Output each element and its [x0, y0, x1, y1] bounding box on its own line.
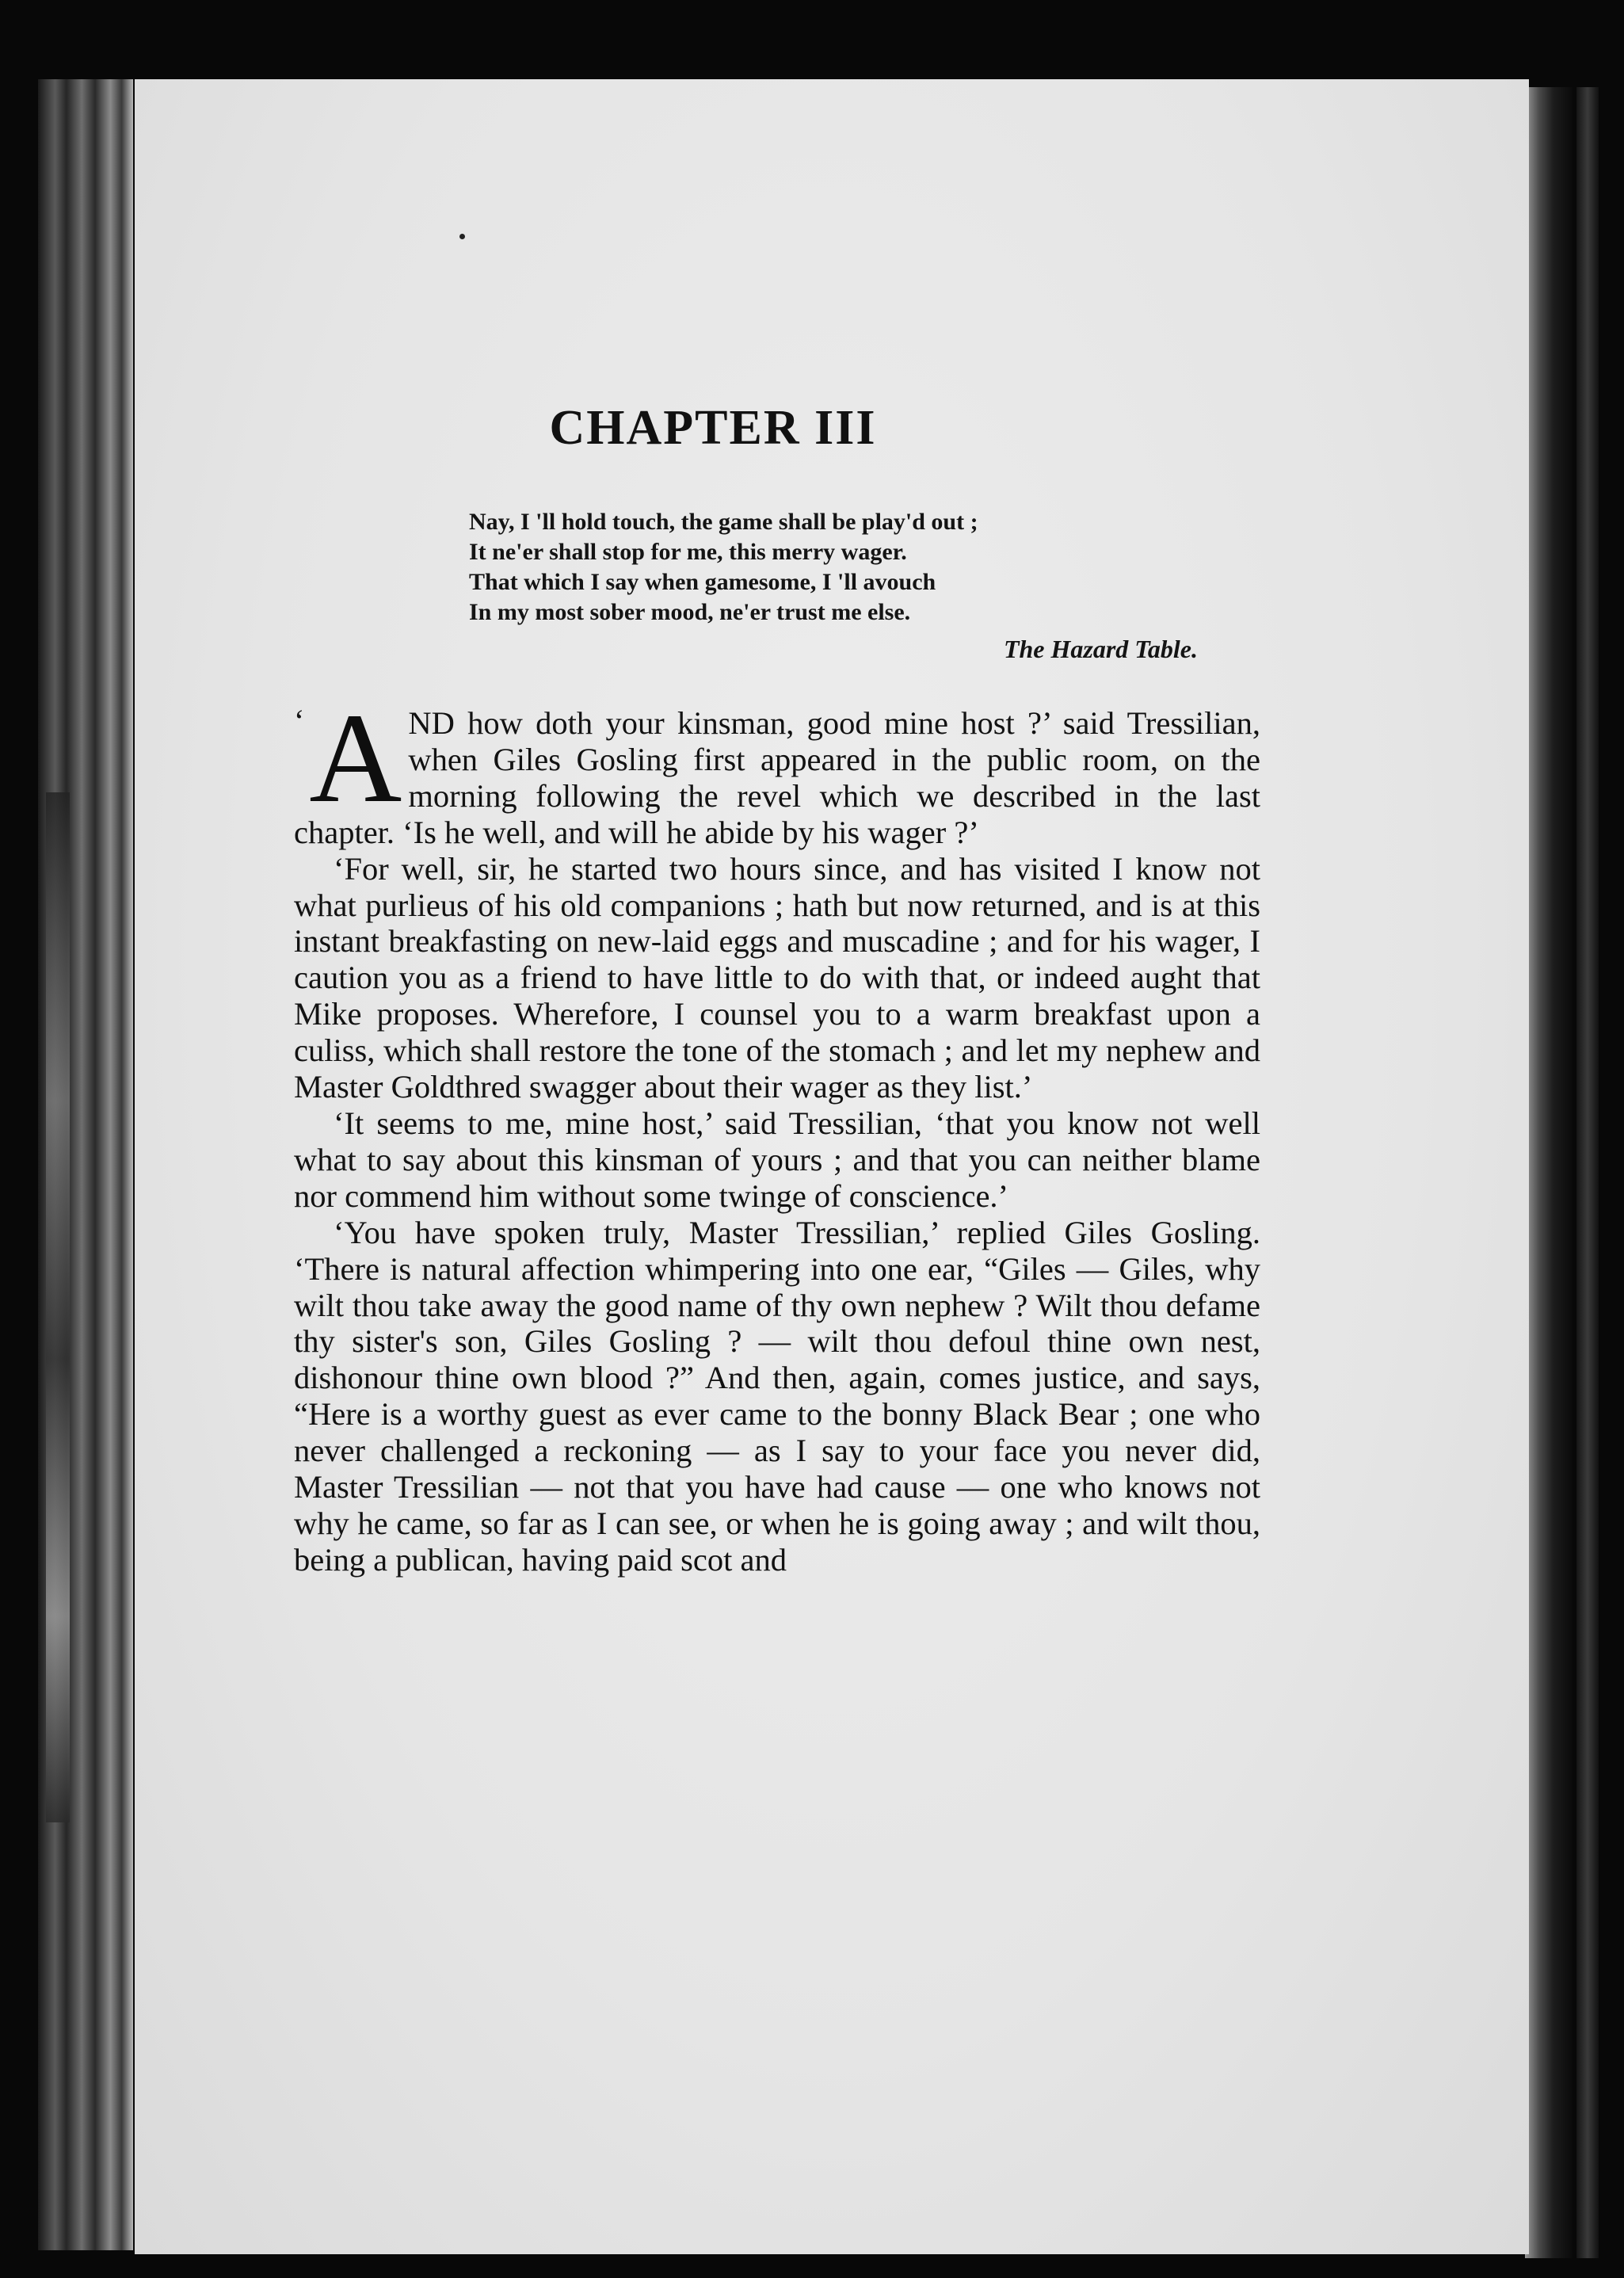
epigraph-line: Nay, I 'll hold touch, the game shall be play'd out ;	[469, 509, 978, 535]
book-left-edge-shadow	[46, 792, 70, 1822]
chapter-body	[294, 688, 1260, 1578]
epigraph	[469, 507, 1198, 664]
drop-cap: A	[309, 688, 402, 830]
page-speck	[459, 234, 465, 239]
chapter-title: CHAPTER III	[549, 401, 877, 455]
epigraph-line: In my most sober mood, ne'er trust me else.	[469, 599, 911, 625]
paragraph: ‘It seems to me, mine host,’ said Tressilian, ‘that you know not well what to say about this kinsman of yours ; and that you can neither blame nor commend him without some twinge of conscience.’	[294, 1105, 1260, 1214]
epigraph-line: It ne'er shall stop for me, this merry wager.	[469, 539, 907, 565]
epigraph-line: That which I say when gamesome, I 'll avouch	[469, 569, 936, 595]
paragraph-text: ND how doth your kinsman, good mine host ?’ said Tressilian, when Giles Gosling first appeared in the public room, on the morning following the revel which we described in the last chapter. ‘Is he well, and will he abide by his wager ?’	[294, 705, 1260, 850]
epigraph-source: The Hazard Table.	[1003, 635, 1198, 663]
paragraph: ‘For well, sir, he started two hours since, and has visited I know not what purlieus of his old companions ; hath but now returned, and is at this instant breakfasting on new-laid eggs and muscadine ; and for his wager, I caution you as a friend to have little to do with that, or indeed aught that Mike proposes. Wherefore, I counsel you to a warm breakfast upon a culiss, which shall restore the tone of the stomach ; and let my nephew and Master Goldthred swagger about their wager as they list.’	[294, 850, 1260, 1105]
opening-quote: ‘	[294, 703, 305, 738]
book-right-spine-outer	[1576, 87, 1599, 2258]
book-right-spine	[1525, 87, 1573, 2258]
paragraph: ‘You have spoken truly, Master Tressilian,’ replied Giles Gosling. ‘There is natural affection whimpering into one ear, “Giles — Giles, why wilt thou take away the good name of thy own nephew ? Wilt thou defame thy sister's son, Giles Gosling ? — wilt thou defoul thine own nest, dishonour thine own blood ?” And then, again, comes justice, and says, “Here is a worthy guest as ever came to the bonny Black Bear ; one who never challenged a reckoning — as I say to your face you never did, Master Tressilian — not that you have had cause — one who knows not why he came, so far as I can see, or when he is going away ; and wilt thou, being a publican, having paid scot and	[294, 1214, 1260, 1578]
paragraph	[294, 688, 1260, 851]
